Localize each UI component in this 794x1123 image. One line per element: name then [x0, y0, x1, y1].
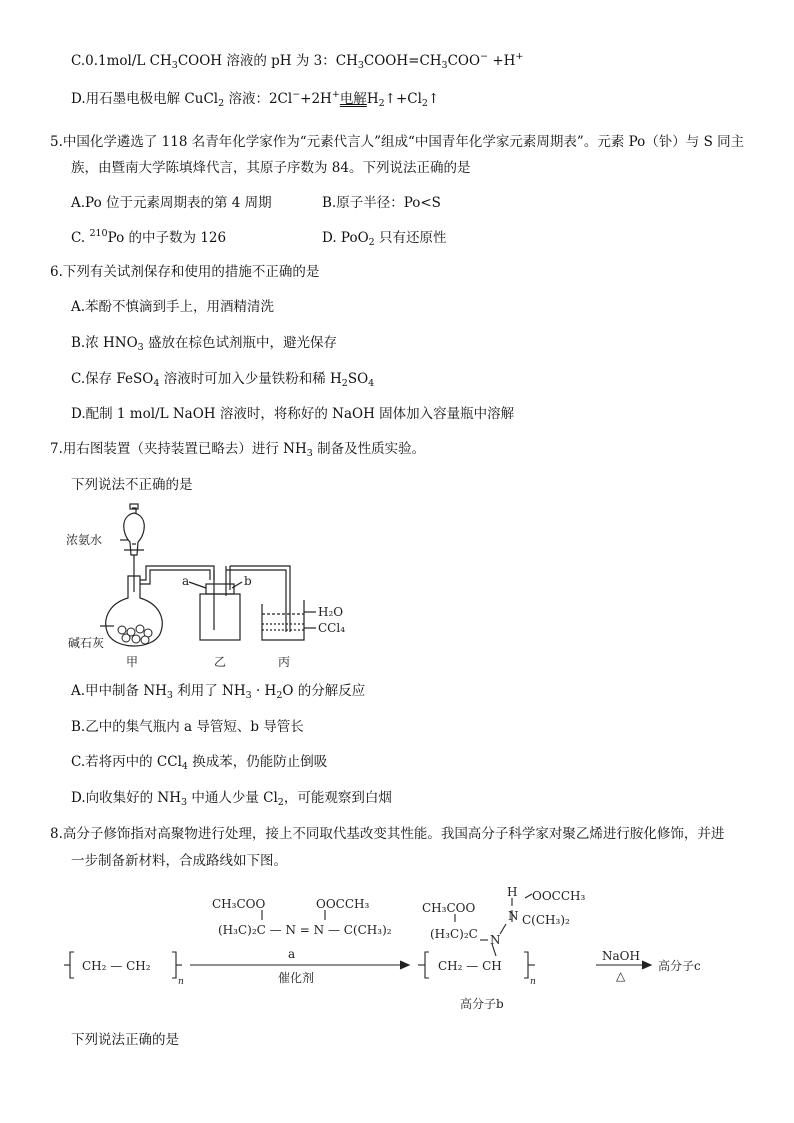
beaker	[262, 600, 304, 640]
catalyst-label: 催化剂	[278, 971, 315, 985]
label-concentrated-ammonia: 浓氨水	[66, 533, 103, 547]
reagent-ooccch3: OOCCH₃	[316, 897, 370, 911]
b-cme2: C(CH₃)₂	[522, 913, 570, 927]
q6-stem: 6.下列有关试剂保存和使用的措施不正确的是	[50, 264, 320, 280]
naoh-label: NaOH	[602, 949, 640, 963]
q6-option-c: C.保存 FeSO$_4$ 溶液时可加入少量铁粉和稀 $H_2SO_4$	[71, 371, 375, 389]
label-a: a	[182, 574, 190, 588]
polymer-b-name: 高分子b	[460, 997, 504, 1011]
subscript-n-1: n	[178, 977, 184, 987]
q6-option-d: D.配制 1 mol/L NaOH 溶液时，将称好的 NaOH 固体加入容量瓶中溶解	[71, 406, 515, 422]
reagent-a-label: a	[288, 947, 296, 961]
synthesis-scheme	[60, 878, 750, 1018]
q5-option-b: B.原子半径：Po<S	[322, 195, 441, 211]
b-me2c: (H₃C)₂C	[430, 927, 478, 941]
q8-tail: 下列说法正确的是	[71, 1032, 179, 1048]
gas-bottle	[200, 594, 240, 640]
b-nh: N	[508, 909, 519, 923]
q6-option-a: A.苯酚不慎滴到手上，用酒精清洗	[71, 299, 275, 315]
b-chain: CH₂ — CH	[438, 959, 502, 973]
reagent-core: (H₃C)₂C — N = N — C(CH₃)₂	[218, 923, 392, 937]
q7-stem: 7.用右图装置（夹持装置已略去）进行 $NH_3$ 制备及性质实验。	[50, 441, 426, 459]
reagent-ch3coo: CH₃COO	[212, 897, 266, 911]
b-ooccch3: OOCCH₃	[532, 889, 586, 903]
b-hydrogen: H	[507, 885, 518, 899]
q8-stem-line1: 8.高分子修饰指对高聚物进行处理，接上不同取代基改变其性能。我国高分子科学家对聚乙烯进行胺化修饰，并进	[50, 826, 725, 842]
q6-option-b: B.浓 $HNO_3$ 盛放在棕色试剂瓶中，避光保存	[71, 335, 337, 353]
label-b: b	[244, 574, 252, 588]
q5-option-a: A.Po 位于元素周期表的第 4 周期	[71, 195, 272, 211]
b-ch3coo: CH₃COO	[422, 901, 476, 915]
separatory-funnel	[124, 508, 145, 555]
q8-stem-line2: 一步制备新材料，合成路线如下图。	[71, 853, 287, 869]
label-yi: 乙	[214, 655, 227, 669]
q5-stem-line2: 族，由暨南大学陈填烽代言，其原子序数为 84。下列说法正确的是	[71, 160, 471, 176]
electrolysis-condition: 电解	[339, 91, 367, 107]
label-ccl4: CCl₄	[318, 621, 346, 635]
polymer-c-name: 高分子c	[658, 959, 701, 973]
q7-option-c: C.若将丙中的 CCl$_4$ 换成苯，仍能防止倒吸	[71, 754, 328, 772]
subscript-n-2: n	[530, 977, 536, 987]
b-n: N	[490, 933, 501, 947]
q5-option-c: C. $^{210}$Po 的中子数为 126	[71, 228, 227, 246]
q4-option-d: D.用石墨电极电解 CuCl$_2$ 溶液：2Cl−+2H+电解$H_2↑+Cl_2↑$	[71, 89, 440, 109]
label-jia: 甲	[126, 655, 139, 669]
q7-option-b: B.乙中的集气瓶内 a 导管短、b 导管长	[71, 719, 304, 735]
nh3-apparatus-figure	[64, 500, 364, 670]
q5-option-d: D. PoO$_2$ 只有还原性	[322, 230, 447, 248]
label-bing: 丙	[278, 655, 291, 669]
q7-option-d: D.向收集好的 $NH_3$ 中通人少量 $Cl_2$，可能观察到白烟	[71, 790, 392, 808]
label-h2o: H₂O	[318, 605, 344, 619]
label-soda-lime: 碱石灰	[68, 636, 105, 650]
polyethylene-unit: CH₂ — CH₂	[82, 959, 151, 973]
q4-option-c: C.0.1mol/L $CH_3COOH$ 溶液的 pH 为 3：$CH_3COOH=CH_3COO^- +H^+$	[71, 51, 524, 71]
q7-sub-stem: 下列说法不正确的是	[71, 477, 193, 493]
q7-option-a: A.甲中制备 $NH_3$ 利用了 $NH_3 \cdot H_2O$ 的分解反应	[71, 683, 366, 701]
q5-stem-line1: 5.中国化学遴选了 118 名青年化学家作为“元素代言人”组成“中国青年化学家元素周期表”。元素 Po（钋）与 S 同主	[50, 134, 745, 150]
heat-symbol: △	[616, 969, 626, 983]
